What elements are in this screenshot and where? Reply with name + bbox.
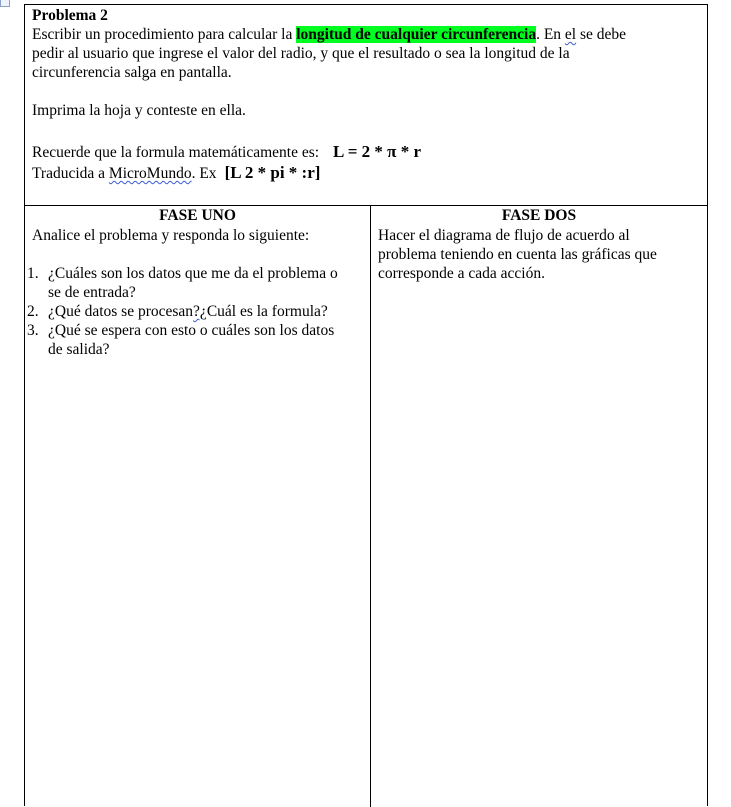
intro-prefix: Escribir un procedimiento para calcular la (32, 26, 297, 43)
list-item-number: 2. (27, 303, 39, 320)
list-item-1-line-2: se de entrada? (48, 284, 136, 301)
list-item-1-line-1: ¿Cuáles son los datos que me da el problema o (48, 265, 338, 282)
column-divider (370, 206, 371, 807)
worksheet-table (24, 4, 708, 806)
highlighted-phrase: longitud de cualquier circunferencia (296, 26, 537, 43)
problem-intro-line-3: circunferencia salga en pantalla. (32, 64, 232, 81)
list-item-2-line-1 (48, 302, 328, 321)
phase-two-line-3: corresponde a cada acción. (378, 265, 545, 282)
phase-one-header: FASE UNO (159, 207, 236, 224)
phase-two-line-1: Hacer el diagrama de flujo de acuerdo al (378, 227, 630, 244)
phase-one-intro: Analice el problema y responda lo siguiente: (32, 227, 310, 244)
problem-statement-cell (25, 5, 707, 206)
translated-prefix: Traducida a (32, 165, 109, 182)
translated-ex: . Ex (191, 165, 217, 182)
spellcheck-word-el: el (564, 26, 577, 43)
table-move-handle-icon[interactable] (0, 0, 10, 7)
translated-code: [L 2 * pi * :r] (224, 163, 321, 182)
list-item-number: 1. (27, 265, 39, 282)
list-item-3-line-1: ¿Qué se espera con esto o cuáles son los datos (48, 322, 335, 339)
problem-intro-line-2: pedir al usuario que ingrese el valor del radio, y que el resultado o sea la longitud de la (32, 45, 570, 62)
phase-two-line-2: problema teniendo en cuenta las gráficas que (378, 246, 657, 263)
spellcheck-word-micromundo: MicroMundo (108, 165, 192, 182)
formula-line (32, 142, 421, 162)
formula-label: Recuerde que la formula matemáticamente es: (32, 144, 320, 161)
intro-suffix-a: . En (536, 26, 565, 43)
list-item-number: 3. (27, 322, 39, 339)
list-item-2-part-c: Cuál es la formula? (206, 303, 328, 320)
translated-line (32, 163, 320, 183)
print-instruction: Imprima la hoja y conteste en ella. (32, 102, 246, 119)
spellcheck-punctuation: ?¿ (193, 303, 207, 320)
problem-intro-line-1 (32, 25, 626, 44)
phase-two-header: FASE DOS (501, 207, 577, 224)
list-item-2-part-a: ¿Qué datos se procesan (48, 303, 194, 320)
list-item-3-line-2: de salida? (48, 341, 110, 358)
problem-title: Problema 2 (32, 7, 108, 24)
intro-suffix-b: se debe (576, 26, 627, 43)
formula-expression: L = 2 * π * r (333, 142, 421, 161)
